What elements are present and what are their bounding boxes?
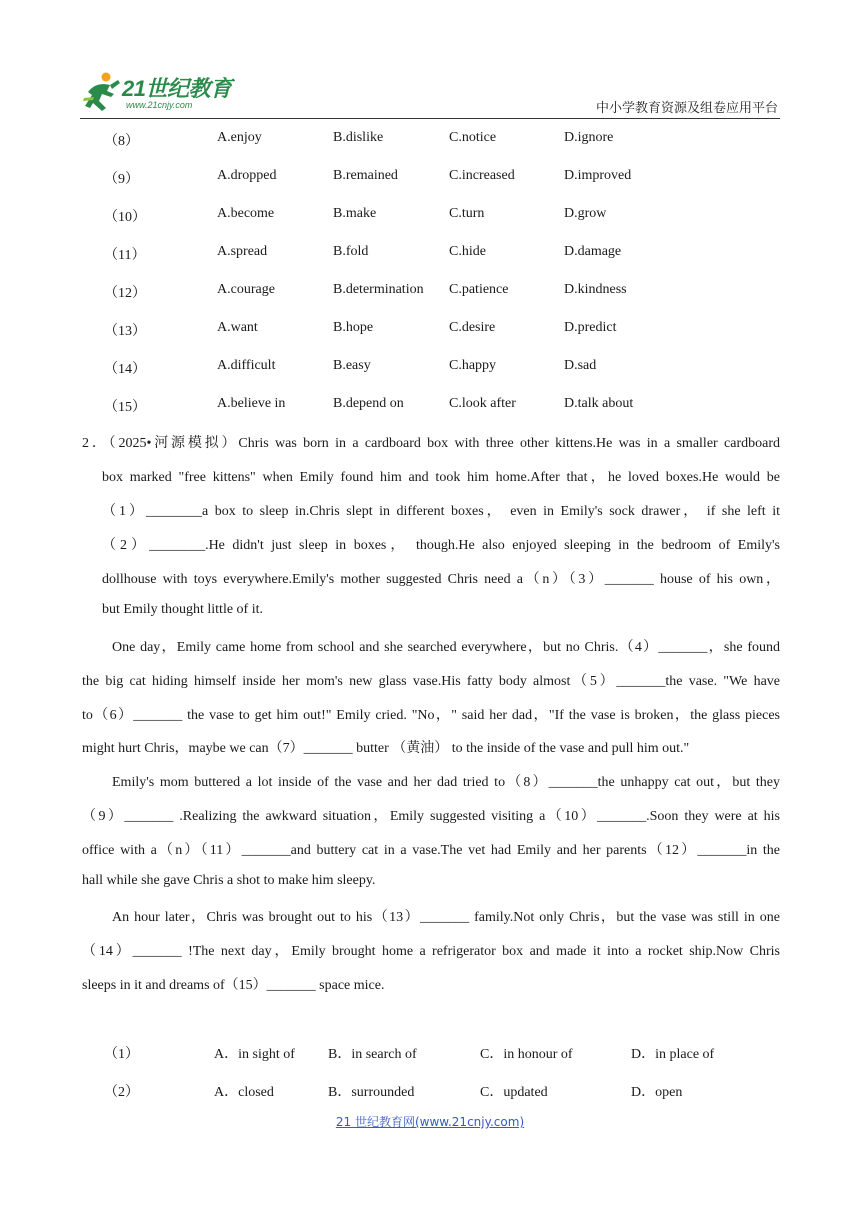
logo-url: www.21cnjy.com: [126, 100, 193, 110]
option-a: A.courage: [217, 282, 275, 297]
passage-line: to（6）_______ the vase to get him out!" Emily cried. "No，" said her dad，"If the vase is broken，the glass pieces: [82, 708, 780, 723]
option-a: A.want: [217, 320, 258, 335]
option-a: A.spread: [217, 244, 268, 259]
passage-line: An hour later，Chris was brought out to his（13）_______ family.Not only Chris，but the vase was still in one: [112, 910, 780, 925]
option-row: [0, 1043, 860, 1063]
option-d: D.kindness: [564, 282, 627, 297]
option-d: D.improved: [564, 168, 632, 183]
option-b: B．in search of: [328, 1047, 417, 1062]
passage-line: （1）________a box to sleep in.Chris slept in different boxes， even in Emily's sock drawer， if she left it: [102, 504, 780, 519]
option-row: [0, 244, 860, 264]
passage-line: （14）_______ !The next day，Emily brought home a refrigerator box and made it into a rocket ship.Now Chris: [82, 944, 780, 959]
option-b: B.make: [333, 206, 377, 221]
logo-text: 21世纪教育: [122, 76, 232, 101]
option-d: D.talk about: [564, 396, 634, 411]
option-c: C.turn: [449, 206, 485, 221]
question-number: （1）: [104, 1047, 139, 1062]
question-number: （14）: [104, 362, 146, 377]
option-a: A.enjoy: [217, 130, 262, 145]
logo: [80, 66, 250, 118]
option-c: C.desire: [449, 320, 496, 335]
option-d: D．in place of: [631, 1047, 715, 1062]
option-b: B.fold: [333, 244, 369, 259]
option-b: B.easy: [333, 358, 371, 373]
footer-link[interactable]: 21 世纪教育网(www.21cnjy.com): [335, 1115, 525, 1129]
platform-title: 中小学教育资源及组卷应用平台: [595, 101, 778, 116]
option-row: [0, 206, 860, 226]
option-row: [0, 1081, 860, 1101]
question-number: （15）: [104, 400, 146, 415]
option-d: D.predict: [564, 320, 617, 335]
option-b: B.depend on: [333, 396, 404, 411]
passage-line: box marked "free kittens" when Emily found him and took him home.After that，he loved boxes.He would be: [102, 470, 780, 485]
option-d: D.grow: [564, 206, 607, 221]
option-b: B.hope: [333, 320, 374, 335]
passage-line: 2．（2025•河源模拟）Chris was born in a cardboard box with three other kittens.He was in a smaller cardboard: [82, 436, 780, 451]
option-a: A.dropped: [217, 168, 277, 183]
option-row: [0, 396, 860, 416]
passage-line: the big cat hiding himself inside her mom's new glass vase.His fatty body almost（5）_______the vase. "We have: [82, 674, 780, 689]
question-number: （11）: [104, 248, 146, 263]
option-b: B.remained: [333, 168, 398, 183]
option-d: D.sad: [564, 358, 597, 373]
option-row: [0, 130, 860, 150]
question-number: （10）: [104, 210, 146, 225]
passage-line: One day，Emily came home from school and she searched everywhere，but no Chris.（4）_______，she found: [112, 640, 780, 655]
passage-line: but Emily thought little of it.: [102, 602, 263, 617]
option-a: A．closed: [214, 1085, 274, 1100]
option-c: C.increased: [449, 168, 515, 183]
passage-line: Emily's mom buttered a lot inside of the vase and her dad tried to（8）_______the unhappy cat out，but they: [112, 775, 780, 790]
passage-line: sleeps in it and dreams of（15）_______ space mice.: [82, 978, 385, 993]
question-number: （8）: [104, 134, 139, 149]
option-c: C．in honour of: [480, 1047, 573, 1062]
option-c: C.patience: [449, 282, 509, 297]
passage-line: hall while she gave Chris a shot to make him sleepy.: [82, 873, 376, 888]
question-number: （12）: [104, 286, 146, 301]
option-c: C.notice: [449, 130, 497, 145]
option-c: C.hide: [449, 244, 486, 259]
page-header: [80, 66, 780, 118]
option-a: A．in sight of: [214, 1047, 295, 1062]
option-row: [0, 320, 860, 340]
header-divider: [80, 118, 780, 119]
passage-line: （2）________.He didn't just sleep in boxes， though.He also enjoyed sleeping in the bedroom of Emily's: [102, 538, 780, 553]
option-row: [0, 282, 860, 302]
passage-line: office with a（n）（11）_______and buttery cat in a vase.The vet had Emily and her parents（12）_______in the: [82, 843, 780, 858]
option-c: C．updated: [480, 1085, 548, 1100]
question-number: （9）: [104, 172, 139, 187]
passage-line: （9）_______ .Realizing the awkward situation，Emily suggested visiting a（10）_______.Soon they were at his: [82, 809, 780, 824]
runner-logo-icon: [80, 70, 124, 114]
option-a: A.become: [217, 206, 275, 221]
option-c: C.happy: [449, 358, 497, 373]
option-row: [0, 358, 860, 378]
option-b: B.dislike: [333, 130, 384, 145]
question-number: （2）: [104, 1085, 139, 1100]
option-d: D.damage: [564, 244, 622, 259]
question-number: （13）: [104, 324, 146, 339]
option-d: D．open: [631, 1085, 683, 1100]
option-b: B．surrounded: [328, 1085, 415, 1100]
option-a: A.believe in: [217, 396, 286, 411]
option-d: D.ignore: [564, 130, 614, 145]
option-b: B.determination: [333, 282, 424, 297]
passage-line: might hurt Chris，maybe we can（7）_______ butter （黄油） to the inside of the vase and pull him out.": [82, 741, 690, 756]
option-a: A.difficult: [217, 358, 276, 373]
option-c: C.look after: [449, 396, 516, 411]
passage-line: dollhouse with toys everywhere.Emily's mother suggested Chris need a（n）（3）_______ house of his own，: [102, 572, 780, 587]
option-row: [0, 168, 860, 188]
